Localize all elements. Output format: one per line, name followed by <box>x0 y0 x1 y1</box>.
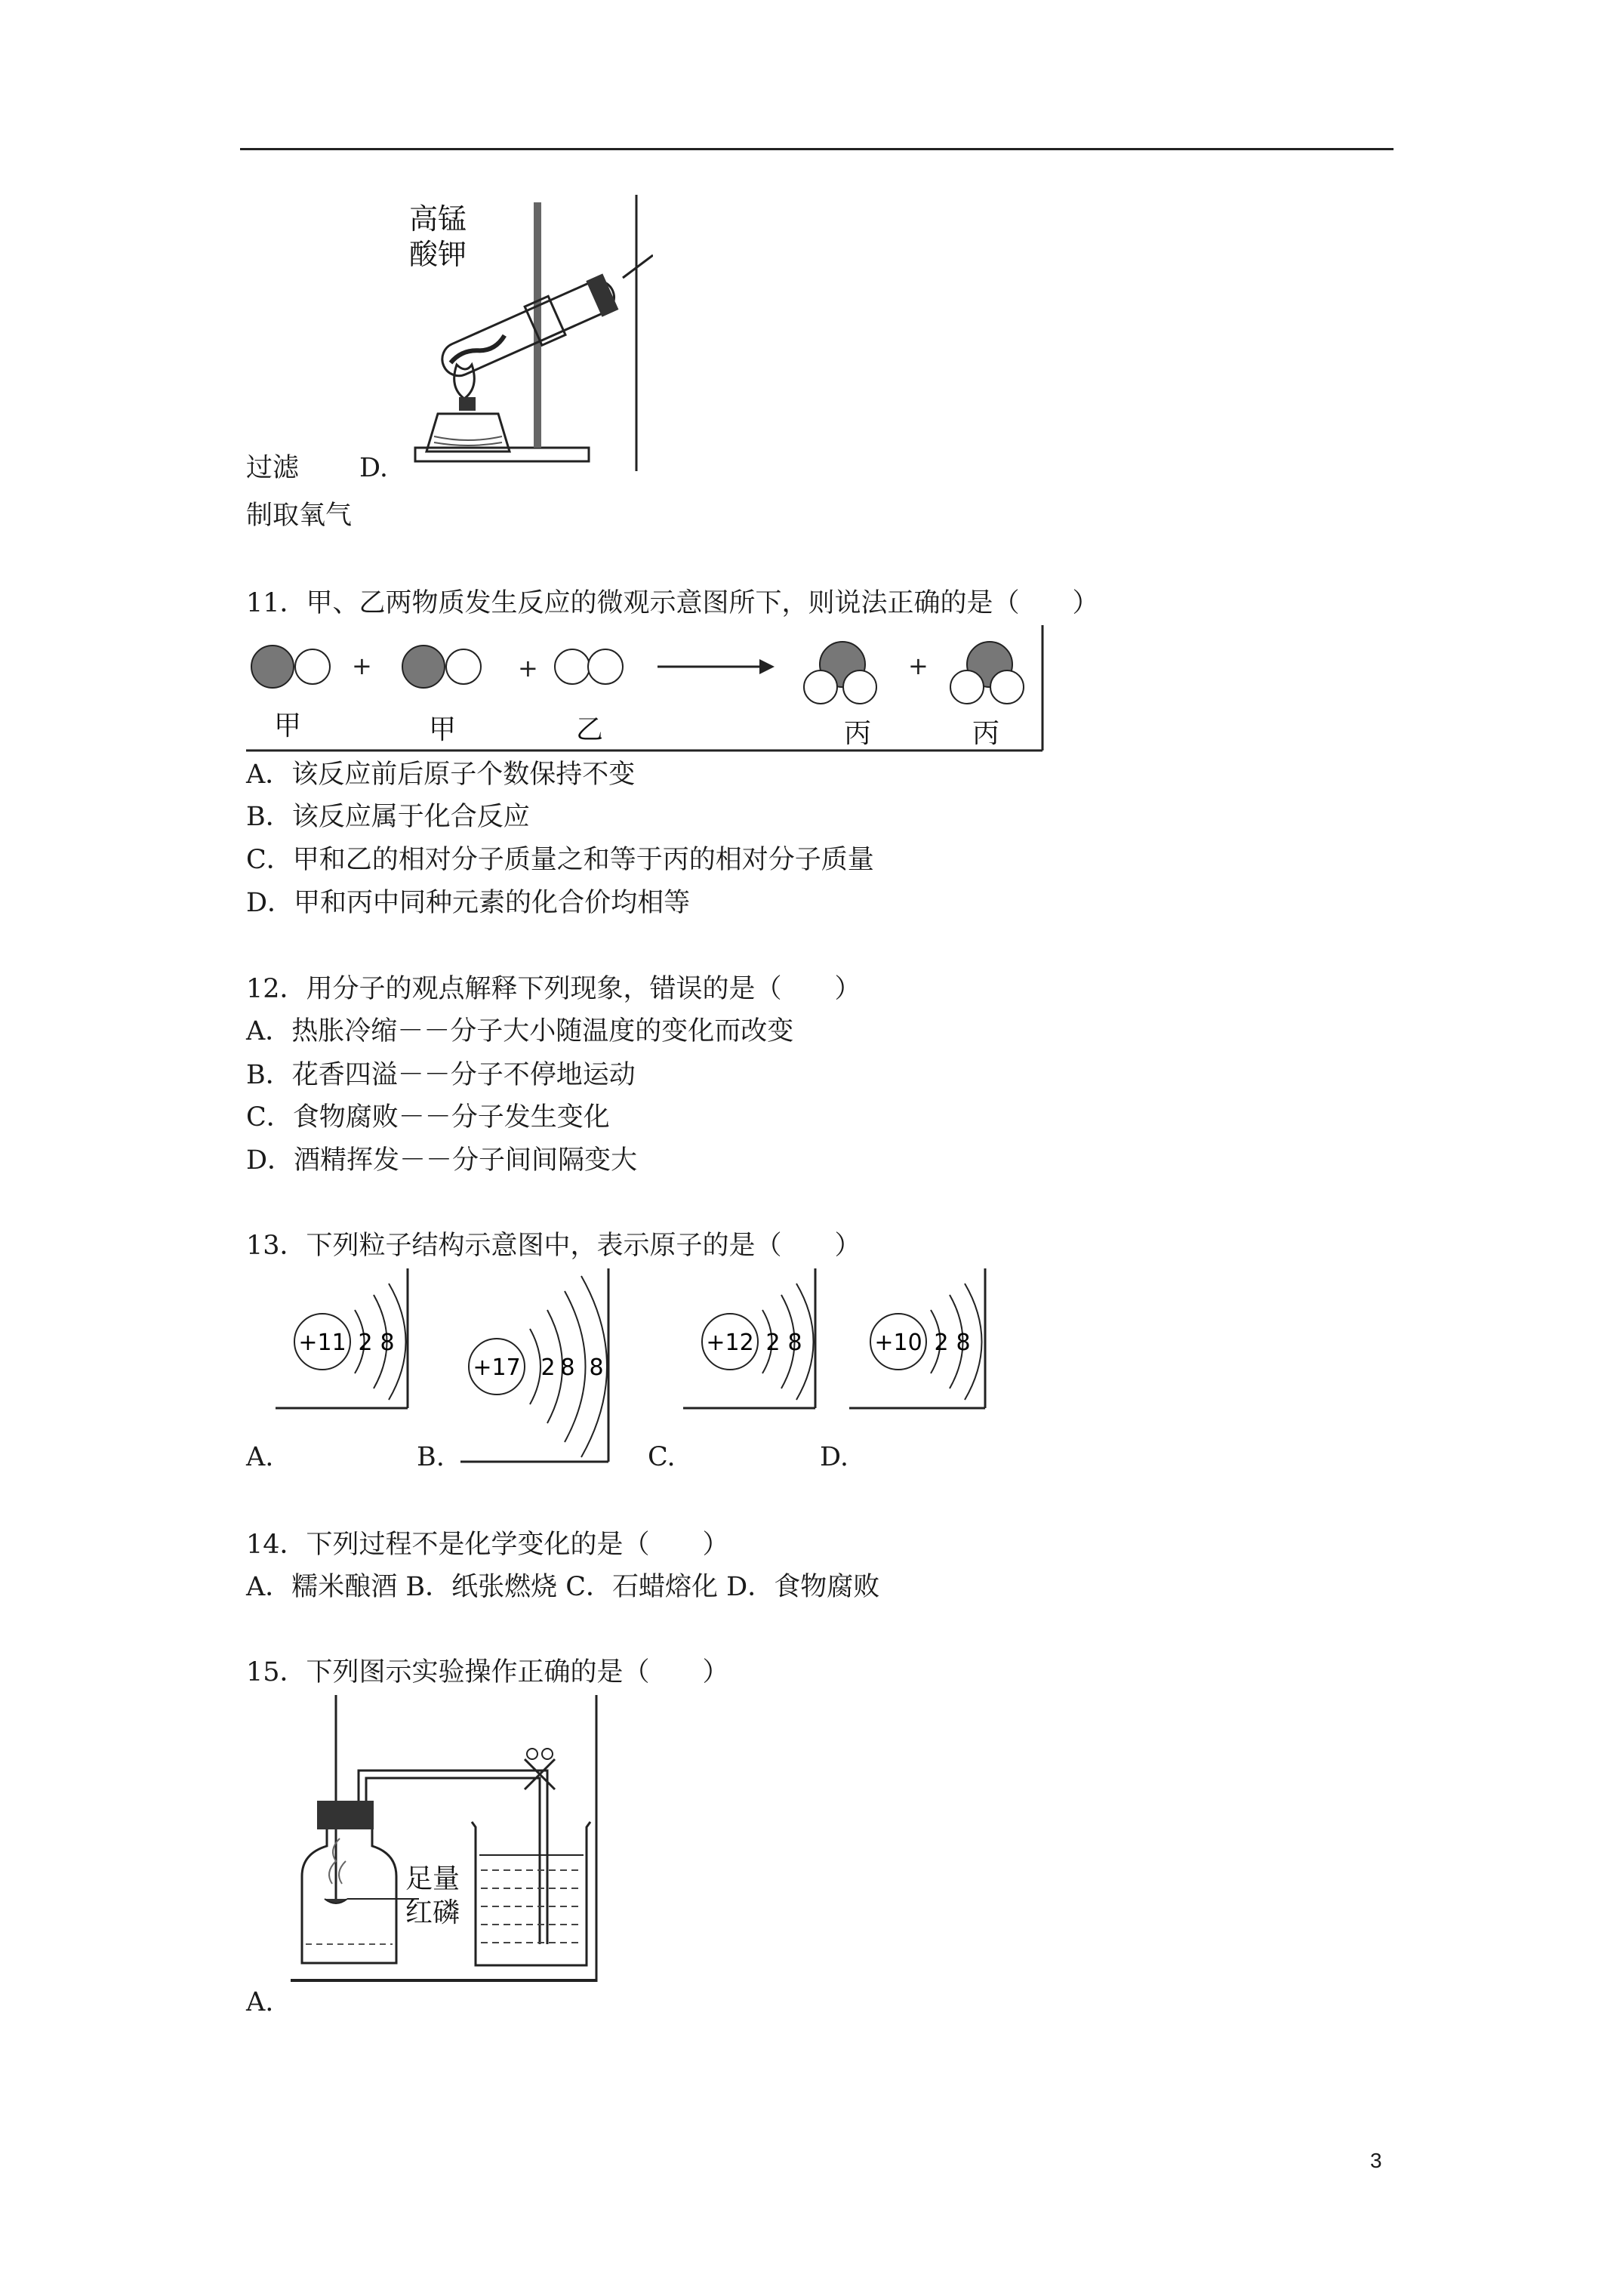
q11-option-b: B．该反应属于化合反应 <box>246 802 530 832</box>
shell-electrons: 8 <box>589 1354 604 1381</box>
nucleus-charge: +12 <box>706 1330 754 1356</box>
molecule-label: 甲 <box>273 710 302 741</box>
header-rule <box>240 148 1394 150</box>
q14-options: A．糯米酿酒 B．纸张燃烧 C．石蜡熔化 D．食物腐败 <box>246 1572 880 1602</box>
q10-option-d-letter: D. <box>359 453 388 483</box>
phosphorus-label-line2: 红磷 <box>405 1897 460 1928</box>
q11-stem: 11．甲、乙两物质发生反应的微观示意图所下，则说法正确的是（ ） <box>246 588 1099 618</box>
q11-option-d: D．甲和丙中同种元素的化合价均相等 <box>246 888 691 918</box>
shell-electrons: 8 <box>787 1330 802 1356</box>
plus-sign: + <box>908 652 929 680</box>
q10-option-c-label: 过滤 <box>246 453 300 483</box>
atom-diagram-d <box>849 1268 989 1410</box>
page-number: 3 <box>1370 2149 1382 2172</box>
q14-stem: 14．下列过程不是化学变化的是（ ） <box>246 1530 729 1560</box>
reagent-label-line1: 高锰 <box>409 202 467 236</box>
q13-stem: 13．下列粒子结构示意图中，表示原子的是（ ） <box>246 1231 861 1261</box>
shell-electrons: 2 <box>934 1330 949 1356</box>
shell-electrons: 2 <box>540 1354 556 1381</box>
atom-diagram-a <box>276 1268 411 1410</box>
q11-option-a: A．该反应前后原子个数保持不变 <box>246 760 636 790</box>
q12-option-b: B．花香四溢－－分子不停地运动 <box>246 1060 636 1090</box>
plus-sign: + <box>352 652 372 680</box>
q11-reaction-micro-diagram <box>246 625 1046 755</box>
shell-electrons: 8 <box>380 1330 395 1356</box>
q10-option-d-label: 制取氧气 <box>246 501 353 531</box>
atom-diagram-b <box>460 1268 611 1465</box>
nucleus-charge: +17 <box>473 1354 521 1381</box>
shell-electrons: 8 <box>560 1354 575 1381</box>
nucleus-charge: +10 <box>874 1330 922 1356</box>
q12-option-d: D．酒精挥发－－分子间间隔变大 <box>246 1145 638 1176</box>
shell-electrons: 2 <box>358 1330 373 1356</box>
molecule-label: 丙 <box>843 718 872 749</box>
q13-option-c-letter: C. <box>648 1442 676 1472</box>
molecule-label: 甲 <box>428 714 457 745</box>
phosphorus-label-line1: 足量 <box>405 1863 460 1894</box>
q11-option-c: C．甲和乙的相对分子质量之和等于丙的相对分子质量 <box>246 845 874 875</box>
shell-electrons: 8 <box>956 1330 971 1356</box>
plus-sign: + <box>518 654 538 683</box>
q15-option-a-letter: A. <box>246 1987 274 2017</box>
q13-option-b-letter: B. <box>417 1442 445 1472</box>
q12-stem: 12．用分子的观点解释下列现象，错误的是（ ） <box>246 974 861 1004</box>
q13-option-a-letter: A. <box>246 1442 274 1472</box>
atom-diagram-c <box>683 1268 819 1410</box>
reagent-label-line2: 酸钾 <box>409 238 467 271</box>
q15-stem: 15．下列图示实验操作正确的是（ ） <box>246 1657 729 1687</box>
q12-option-a: A．热胀冷缩－－分子大小随温度的变化而改变 <box>246 1016 794 1046</box>
shell-electrons: 2 <box>765 1330 781 1356</box>
molecule-label: 丙 <box>972 718 1000 749</box>
molecule-label: 乙 <box>575 714 604 745</box>
oxygen-preparation-apparatus-figure <box>393 195 653 474</box>
q13-option-d-letter: D. <box>820 1442 848 1472</box>
red-phosphorus-combustion-apparatus-figure <box>291 1695 600 1986</box>
nucleus-charge: +11 <box>298 1330 346 1356</box>
q12-option-c: C．食物腐败－－分子发生变化 <box>246 1102 610 1133</box>
